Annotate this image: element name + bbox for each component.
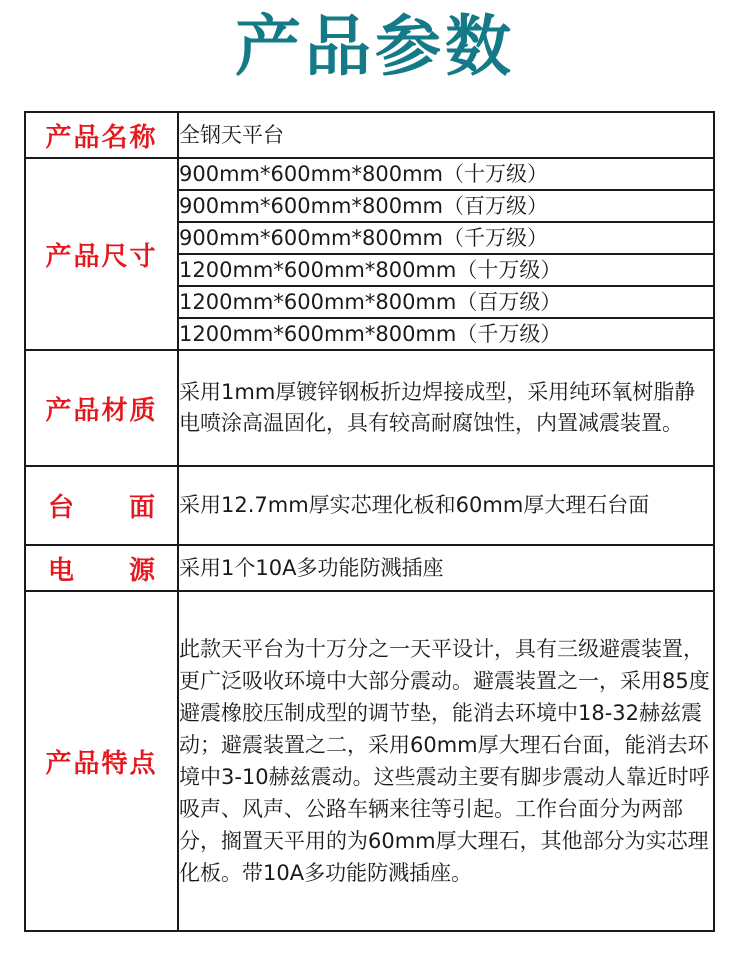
- row-label-size: 产品尺寸: [25, 158, 178, 350]
- row-value-name: 全钢天平台: [178, 112, 714, 158]
- row-value-features: 此款天平台为十万分之一天平设计，具有三级避震装置，更广泛吸收环境中大部分震动。避震装置之一，采用85度避震橡胶压制成型的调节垫，能消去环境中18-32赫兹震动；避震装置之二，采用60mm厚大理石台面，能消去环境中3-10赫兹震动。这些震动主要有脚步震动人靠近时呼吸声、风声、公路车辆来往等引起。工作台面分为两部分，搁置天平用的为60mm厚大理石，其他部分为实芯理化板。带10A多功能防溅插座。: [178, 591, 714, 931]
- table-row: [25, 545, 714, 591]
- row-value-material: 采用1mm厚镀锌钢板折边焊接成型，采用纯环氧树脂静电喷涂高温固化，具有较高耐腐蚀性，内置减震装置。: [178, 350, 714, 466]
- row-label-power: 电源: [25, 545, 178, 591]
- size-option: 900mm*600mm*800mm（百万级）: [178, 190, 714, 222]
- size-option: 900mm*600mm*800mm（千万级）: [178, 222, 714, 254]
- row-label-name: 产品名称: [25, 112, 178, 158]
- row-label-material: 产品材质: [25, 350, 178, 466]
- table-row: [25, 158, 714, 190]
- page-title: 产品参数: [235, 8, 515, 85]
- parameter-table: [24, 111, 715, 932]
- size-option: 900mm*600mm*800mm（十万级）: [178, 158, 714, 190]
- size-option: 1200mm*600mm*800mm（百万级）: [178, 286, 714, 318]
- size-option: 1200mm*600mm*800mm（千万级）: [178, 318, 714, 350]
- table-row: [25, 466, 714, 545]
- row-label-tabletop: 台面: [25, 466, 178, 545]
- table-row: [25, 350, 714, 466]
- table-row: [25, 112, 714, 158]
- table-row: [25, 591, 714, 931]
- row-value-power: 采用1个10A多功能防溅插座: [178, 545, 714, 591]
- size-option: 1200mm*600mm*800mm（十万级）: [178, 254, 714, 286]
- row-value-tabletop: 采用12.7mm厚实芯理化板和60mm厚大理石台面: [178, 466, 714, 545]
- row-label-features: 产品特点: [25, 591, 178, 931]
